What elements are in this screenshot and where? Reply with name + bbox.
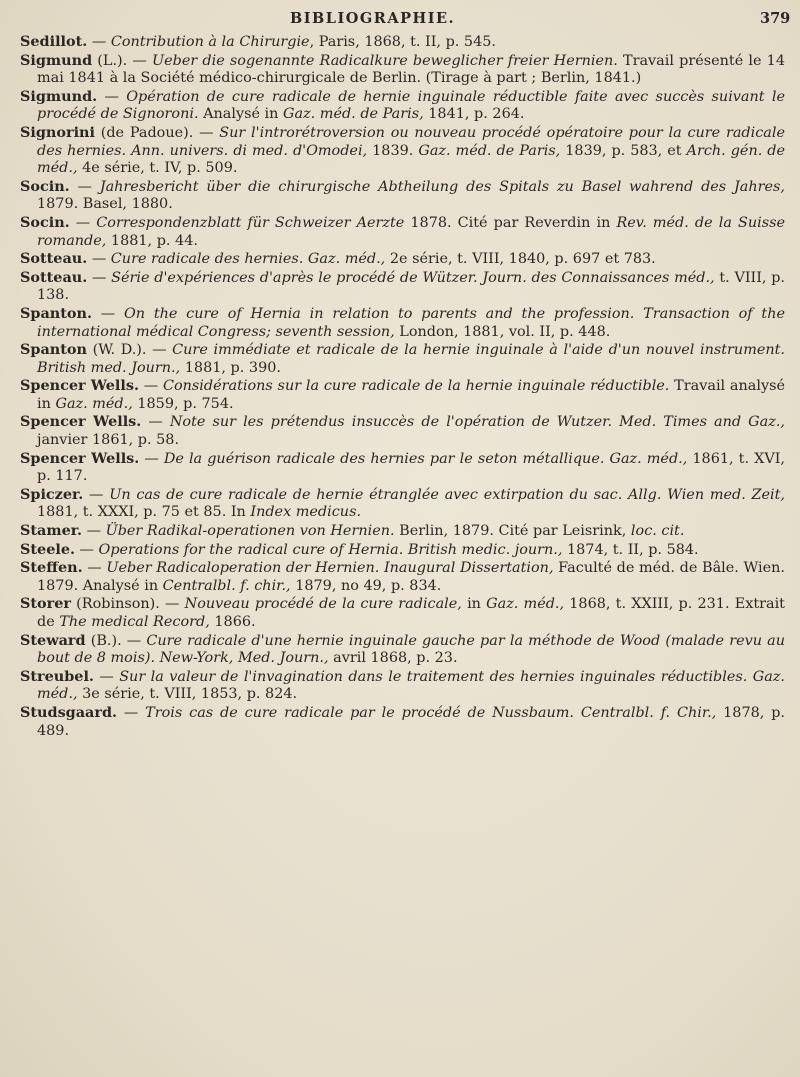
- entry-author: Socin.: [20, 213, 70, 231]
- entry-citation-text: Travail analysé in: [37, 378, 785, 412]
- entry-title-text: Cure radicale des hernies. Gaz. méd.,: [110, 251, 386, 268]
- bibliography-entry: [20, 486, 785, 522]
- entry-title-text: Gaz. méd.,: [55, 395, 133, 412]
- bibliography-entry: [20, 124, 785, 178]
- entry-citation-text: avril 1868, p. 23.: [328, 650, 458, 667]
- entry-author: Spencer Wells.: [20, 413, 142, 431]
- entry-title-text: The medical Record,: [59, 614, 210, 630]
- entry-author: Streubel.: [20, 667, 94, 685]
- bibliography-entry: [20, 52, 785, 88]
- entry-citation-text: 2e série, t. VIII, 1840, p. 697 et 783.: [385, 251, 656, 268]
- entry-title-text: Opération de cure radicale de hernie inguinale réductible faite avec succès suivant le procédé de Signoroni.: [37, 88, 785, 123]
- entry-title-text: Arch. gén. de méd.,: [37, 142, 785, 177]
- entry-citation-text: —: [83, 486, 110, 503]
- entry-author: Sigmund.: [20, 87, 98, 105]
- entry-author: Signorini: [20, 123, 95, 141]
- bibliography-entry: [20, 450, 785, 486]
- entry-title-text: Considérations sur la cure radicale de la hernie inguinale réductible.: [162, 378, 670, 395]
- entry-title-text: Un cas de cure radicale de hernie étranglée avec extirpation du sac. Allg. Wien med. Zeit,: [109, 486, 785, 503]
- entry-citation-text: t. VIII, p. 138.: [37, 269, 786, 304]
- entry-title-text: Nouveau procédé de la cure radicale,: [184, 596, 462, 613]
- entry-citation-text: 1878. Cité par Reverdin in: [404, 214, 617, 231]
- entry-author: Steffen.: [20, 559, 83, 577]
- entry-citation-text: Faculté de méd. de Bâle. Wien. 1879. Analysé in: [37, 560, 785, 594]
- entry-citation-text: 1861, t. XVI, p. 117.: [37, 450, 785, 485]
- entry-title-text: Gaz. méd. de Paris,: [418, 142, 561, 159]
- entry-citation-text: 1881, t. XXXI, p. 75 et 85. In: [37, 504, 251, 521]
- entry-citation-text: —: [69, 178, 100, 195]
- entry-citation-text: (Robinson). —: [70, 596, 185, 613]
- entry-citation-text: 4e série, t. IV, p. 509.: [77, 160, 238, 177]
- entry-author: Steele.: [20, 540, 75, 558]
- entry-title-text: De la guérison radicale des hernies par le seton métallique. Gaz. méd.,: [163, 450, 688, 467]
- entry-citation-text: —: [141, 414, 170, 431]
- entry-citation-text: 1879. Basel, 1880.: [37, 196, 173, 213]
- page-number: 379: [760, 10, 791, 27]
- entry-author: Socin.: [20, 177, 70, 195]
- entry-citation-text: —: [74, 541, 99, 558]
- entry-citation-text: 1881, p. 44.: [106, 232, 198, 249]
- entry-author: Storer: [20, 595, 71, 613]
- bibliography-entry: [20, 668, 785, 704]
- bibliography-entry: [20, 88, 785, 124]
- entry-title-text: Ueber die sogenannte Radicalkure beweglicher freier Hernien.: [151, 52, 618, 69]
- entry-title-text: Gaz. méd.,: [486, 596, 565, 613]
- entry-title-text: Note sur les prétendus insuccès de l'opération de Wutzer. Med. Times and Gaz.,: [169, 414, 785, 431]
- entry-citation-text: 1866.: [209, 614, 256, 630]
- bibliography-entry: [20, 214, 785, 250]
- bibliography-entry: [20, 595, 785, 631]
- entry-citation-text: 1839, p. 583, et: [560, 142, 687, 159]
- bibliography-list: [20, 33, 785, 740]
- entry-title-text: Série d'expériences d'après le procédé de Wützer. Journ. des Connaissances méd.,: [111, 269, 715, 286]
- entry-author: Spanton: [20, 341, 87, 359]
- entry-author: Spiczer.: [20, 485, 84, 503]
- bibliography-entry: [20, 305, 785, 341]
- entry-citation-text: 1841, p. 264.: [423, 106, 525, 123]
- entry-title-text: Über Radikal-operationen von Hernien.: [105, 523, 395, 540]
- entry-author: Steward: [20, 631, 86, 649]
- entry-citation-text: (de Padoue). —: [94, 124, 220, 141]
- entry-title-text: Centralbl. f. chir.,: [162, 577, 291, 594]
- entry-author: Spanton.: [20, 304, 92, 322]
- entry-author: Stamer.: [20, 522, 83, 540]
- entry-title-text: loc. cit.: [630, 523, 685, 540]
- bibliography-entry: [20, 632, 785, 668]
- bibliography-entry: [20, 341, 785, 377]
- entry-citation-text: 1881, p. 390.: [180, 359, 281, 376]
- entry-title-text: Cure radicale d'une hernie inguinale gauche par la méthode de Wood (malade revu au bout de 8 mois). New-York, Med. Journ.,: [37, 632, 785, 667]
- entry-author: Studsgaard.: [20, 703, 118, 721]
- entry-author: Spencer Wells.: [20, 449, 140, 467]
- entry-citation-text: 3e série, t. VIII, 1853, p. 824.: [77, 686, 298, 703]
- entry-title-text: Cure immédiate et radicale de la hernie inguinale à l'aide d'un nouvel instrument. British med. Journ.,: [37, 342, 785, 376]
- entry-title-text: Rev. méd. de la Suisse romande,: [37, 214, 786, 249]
- bibliography-entry: [20, 269, 785, 305]
- entry-title-text: Trois cas de cure radicale par le procédé de Nussbaum. Centralbl. f. Chir.,: [145, 704, 717, 721]
- entry-citation-text: —: [82, 523, 106, 540]
- entry-author: Sigmund: [20, 51, 93, 69]
- entry-title-text: Gaz. méd. de Paris,: [283, 106, 424, 123]
- entry-citation-text: —: [138, 378, 163, 395]
- entry-title-text: Ueber Radicaloperation der Hernien. Inaugural Dissertation,: [106, 560, 554, 577]
- entry-citation-text: in: [461, 596, 487, 613]
- running-head: BIBLIOGRAPHIE.: [290, 10, 456, 27]
- bibliography-entry: [20, 178, 785, 214]
- entry-citation-text: —: [82, 560, 107, 577]
- entry-citation-text: 1868, t. XXIII, p. 231. Extrait de: [37, 596, 785, 630]
- entry-title-text: Contribution à la Chirurgie: [110, 34, 310, 50]
- entry-citation-text: (W. D.). —: [86, 342, 173, 359]
- entry-citation-text: , Paris, 1868, t. II, p. 545.: [309, 34, 496, 50]
- entry-citation-text: —: [139, 450, 164, 467]
- entry-citation-text: 1874, t. II, p. 584.: [562, 541, 699, 558]
- entry-citation-text: 1878, p. 489.: [37, 704, 785, 739]
- entry-citation-text: 1859, p. 754.: [132, 395, 234, 412]
- bibliography-entry: [20, 413, 785, 449]
- bibliography-entry: [20, 33, 785, 52]
- entry-citation-text: janvier 1861, p. 58.: [37, 432, 180, 449]
- entry-author: Sotteau.: [20, 268, 88, 286]
- entry-citation-text: London, 1881, vol. II, p. 448.: [394, 323, 611, 340]
- entry-citation-text: Analysé in: [198, 106, 283, 123]
- entry-citation-text: —: [87, 269, 112, 286]
- bibliography-entry: [20, 377, 785, 413]
- entry-title-text: Jahresbericht über die chirurgische Abtheilung des Spitals zu Basel wahrend des Jahres,: [99, 178, 786, 195]
- entry-citation-text: 1879, no 49, p. 834.: [290, 577, 442, 594]
- entry-citation-text: 1839.: [367, 142, 419, 159]
- entry-citation-text: —: [97, 88, 127, 105]
- bibliography-entry: [20, 704, 785, 740]
- entry-citation-text: Berlin, 1879. Cité par Leisrink,: [394, 523, 631, 540]
- entry-citation-text: —: [93, 668, 120, 685]
- bibliography-entry: [20, 559, 785, 595]
- entry-title-text: On the cure of Hernia in relation to parents and the profession. Transaction of the international médical Congress; seventh session,: [37, 305, 785, 340]
- entry-citation-text: —: [69, 214, 97, 231]
- entry-citation-text: —: [91, 305, 124, 322]
- bibliography-entry: [20, 522, 785, 541]
- entry-author: Sedillot.: [20, 33, 88, 50]
- entry-author: Sotteau.: [20, 250, 88, 268]
- entry-title-text: Index medicus.: [250, 504, 362, 521]
- entry-citation-text: —: [87, 34, 111, 50]
- page-header: [0, 6, 800, 36]
- entry-citation-text: —: [117, 704, 146, 721]
- entry-citation-text: —: [87, 251, 111, 268]
- entry-citation-text: Travail présenté le 14 mai 1841 à la Société médico-chirurgicale de Berlin. (Tirage à part ; Berlin, 1841.): [37, 52, 785, 87]
- entry-title-text: Sur l'introrétroversion ou nouveau procédé opératoire pour la cure radicale des hernies. Ann. univers. di med. d'Omodei,: [37, 124, 785, 159]
- entry-title-text: Sur la valeur de l'invagination dans le traitement des hernies inguinales réductibles. Gaz. méd.,: [37, 668, 785, 703]
- entry-title-text: Operations for the radical cure of Hernia. British medic. journ.,: [98, 541, 563, 558]
- entry-citation-text: (L.). —: [92, 52, 152, 69]
- entry-citation-text: (B.). —: [85, 632, 147, 649]
- entry-author: Spencer Wells.: [20, 377, 139, 395]
- bibliography-entry: [20, 541, 785, 560]
- bibliography-entry: [20, 250, 785, 269]
- entry-title-text: Correspondenzblatt für Schweizer Aerzte: [96, 214, 405, 231]
